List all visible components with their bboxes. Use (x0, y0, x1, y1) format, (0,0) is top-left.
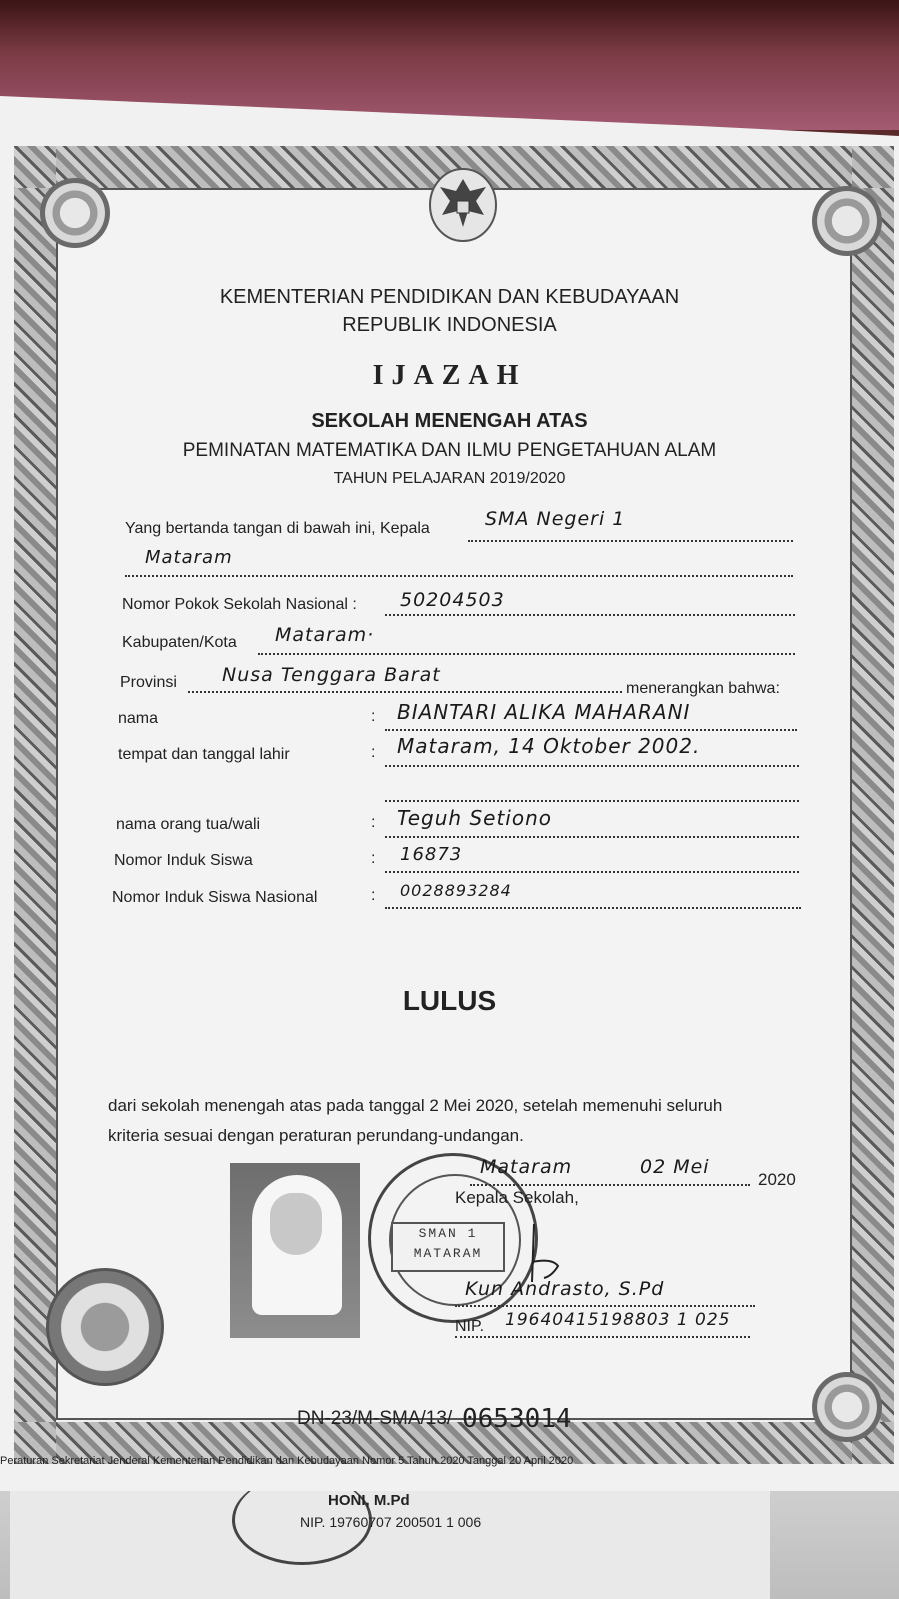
npsn-label: Nomor Pokok Sekolah Nasional : (122, 596, 357, 613)
colon: : (371, 814, 376, 831)
ministry-seal-icon (46, 1268, 164, 1386)
dotted-line (470, 1184, 750, 1186)
colon: : (371, 744, 376, 761)
corner-ornament-bottom-right (812, 1372, 882, 1442)
dotted-line (125, 575, 793, 577)
name-label: nama (118, 710, 159, 727)
ministry-line-2: REPUBLIK INDONESIA (342, 314, 557, 336)
dotted-line (385, 614, 795, 616)
dotted-line (468, 540, 793, 542)
school-name-line-2: Mataram (145, 547, 233, 568)
nis-label: Nomor Induk Siswa (114, 852, 253, 869)
student-name: BIANTARI ALIKA MAHARANI (397, 700, 691, 724)
city-value: Mataram· (275, 624, 375, 646)
dotted-line (385, 800, 799, 802)
dotted-line (385, 836, 799, 838)
dotted-line (188, 691, 622, 693)
statement-line-1: dari sekolah menengah atas pada tanggal 2 Mei 2020, setelah memenuhi seluruh (108, 1096, 723, 1115)
nisn-value: 0028893284 (400, 881, 512, 900)
dotted-line (455, 1305, 755, 1307)
declares-text: menerangkan bahwa: (626, 680, 780, 697)
document-title: IJAZAH (372, 360, 527, 391)
nip-value: 19640415198803 1 025 (505, 1310, 731, 1330)
nisn-label: Nomor Induk Siswa Nasional (112, 889, 318, 906)
student-photo (230, 1163, 360, 1338)
dotted-line (385, 907, 801, 909)
colon: : (371, 850, 376, 867)
underlying-sheet (10, 1480, 770, 1599)
stamp-line-1: SMAN 1 (418, 1226, 478, 1241)
dotted-line (455, 1336, 750, 1338)
stamp-box (391, 1222, 505, 1272)
back-name-fragment: HONI, M.Pd (328, 1492, 410, 1509)
sign-place: Mataram (480, 1156, 573, 1178)
serial-number: 0653014 (462, 1404, 572, 1434)
sign-year: 2020 (758, 1170, 796, 1189)
statement-line-2: kriteria sesuai dengan peraturan perundang-undangan. (108, 1126, 524, 1145)
garuda-emblem-icon (428, 165, 498, 243)
ministry-line-1: KEMENTERIAN PENDIDIKAN DAN KEBUDAYAAN (219, 286, 680, 308)
result-lulus: LULUS (402, 985, 497, 1016)
nis-value: 16873 (400, 844, 463, 865)
sign-role: Kepala Sekolah, (455, 1188, 579, 1207)
school-type: SEKOLAH MENENGAH ATAS (311, 410, 588, 432)
principal-name: Kun Andrasto, S.Pd (465, 1278, 665, 1300)
province-label: Provinsi (120, 674, 177, 691)
corner-ornament-top-right (812, 186, 882, 256)
back-nip-fragment: NIP. 19760707 200501 1 006 (300, 1514, 482, 1530)
dotted-line (385, 871, 799, 873)
colon: : (371, 887, 376, 904)
npsn-value: 50204503 (400, 589, 505, 611)
sign-date: 02 Mei (640, 1156, 710, 1178)
academic-year: TAHUN PELAJARAN 2019/2020 (333, 470, 566, 487)
parent-label: nama orang tua/wali (116, 816, 261, 833)
stamp-line-2: MATARAM (413, 1246, 483, 1261)
dotted-line (385, 729, 797, 731)
birth-value: Mataram, 14 Oktober 2002. (397, 734, 701, 758)
nip-label: NIP. (455, 1318, 485, 1335)
serial-prefix: DN-23/M-SMA/13/ (297, 1408, 453, 1429)
school-name-line-1: SMA Negeri 1 (485, 508, 626, 530)
dotted-line (258, 653, 795, 655)
parent-value: Teguh Setiono (397, 806, 553, 830)
birth-label: tempat dan tanggal lahir (118, 746, 290, 763)
signer-label: Yang bertanda tangan di bawah ini, Kepala (125, 520, 430, 537)
footer-regulation: Peraturan Sekretariat Jenderal Kementerian Pendidikan dan Kebudayaan Nomor 5 Tahun 2020 Tanggal 20 April 2020 (0, 1455, 574, 1467)
colon: : (371, 708, 376, 725)
dotted-line (385, 765, 799, 767)
corner-ornament-top-left (40, 178, 110, 248)
program-line: PEMINATAN MATEMATIKA DAN ILMU PENGETAHUAN ALAM (182, 440, 717, 461)
province-value: Nusa Tenggara Barat (222, 664, 441, 686)
city-label: Kabupaten/Kota (122, 634, 237, 651)
